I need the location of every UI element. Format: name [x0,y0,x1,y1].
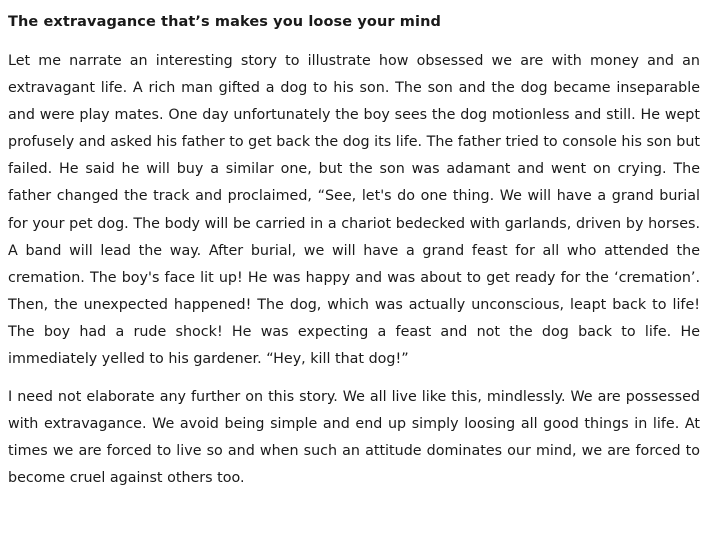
document-page [8,10,700,493]
document-title: The extravagance that’s makes you loose your mind [8,14,441,30]
story-paragraph: Let me narrate an interesting story to illustrate how obsessed we are with money and an extravagant life. A rich man gifted a dog to his son. The son and the dog became inseparable and were play mates. One day unfortunately the boy sees the dog motionless and still. He wept profusely and asked his father to get back the dog its life. The father tried to console his son but failed. He said he will buy a similar one, but the son was adamant and went on crying. The father changed the track and proclaimed, “See, let's do one thing. We will have a grand burial for your pet dog. The body will be carried in a chariot bedecked with garlands, driven by horses. A band will lead the way. After burial, we will have a grand feast for all who attended the cremation. The boy's face lit up! He was happy and was about to get ready for the ‘cremation’. Then, the unexpected happened! The dog, which was actually unconscious, leapt back to life! The boy had a rude shock! He was expecting a feast and not the dog back to life. He immediately yelled to his gardener. “Hey, kill that dog!” [8,53,700,368]
reflection-paragraph: I need not elaborate any further on this story. We all live like this, mindlessly. We are possessed with extravagance. We avoid being simple and end up simply loosing all good things in life. At times we are forced to live so and when such an attitude dominates our mind, we are forced to become cruel against others too. [8,389,700,487]
